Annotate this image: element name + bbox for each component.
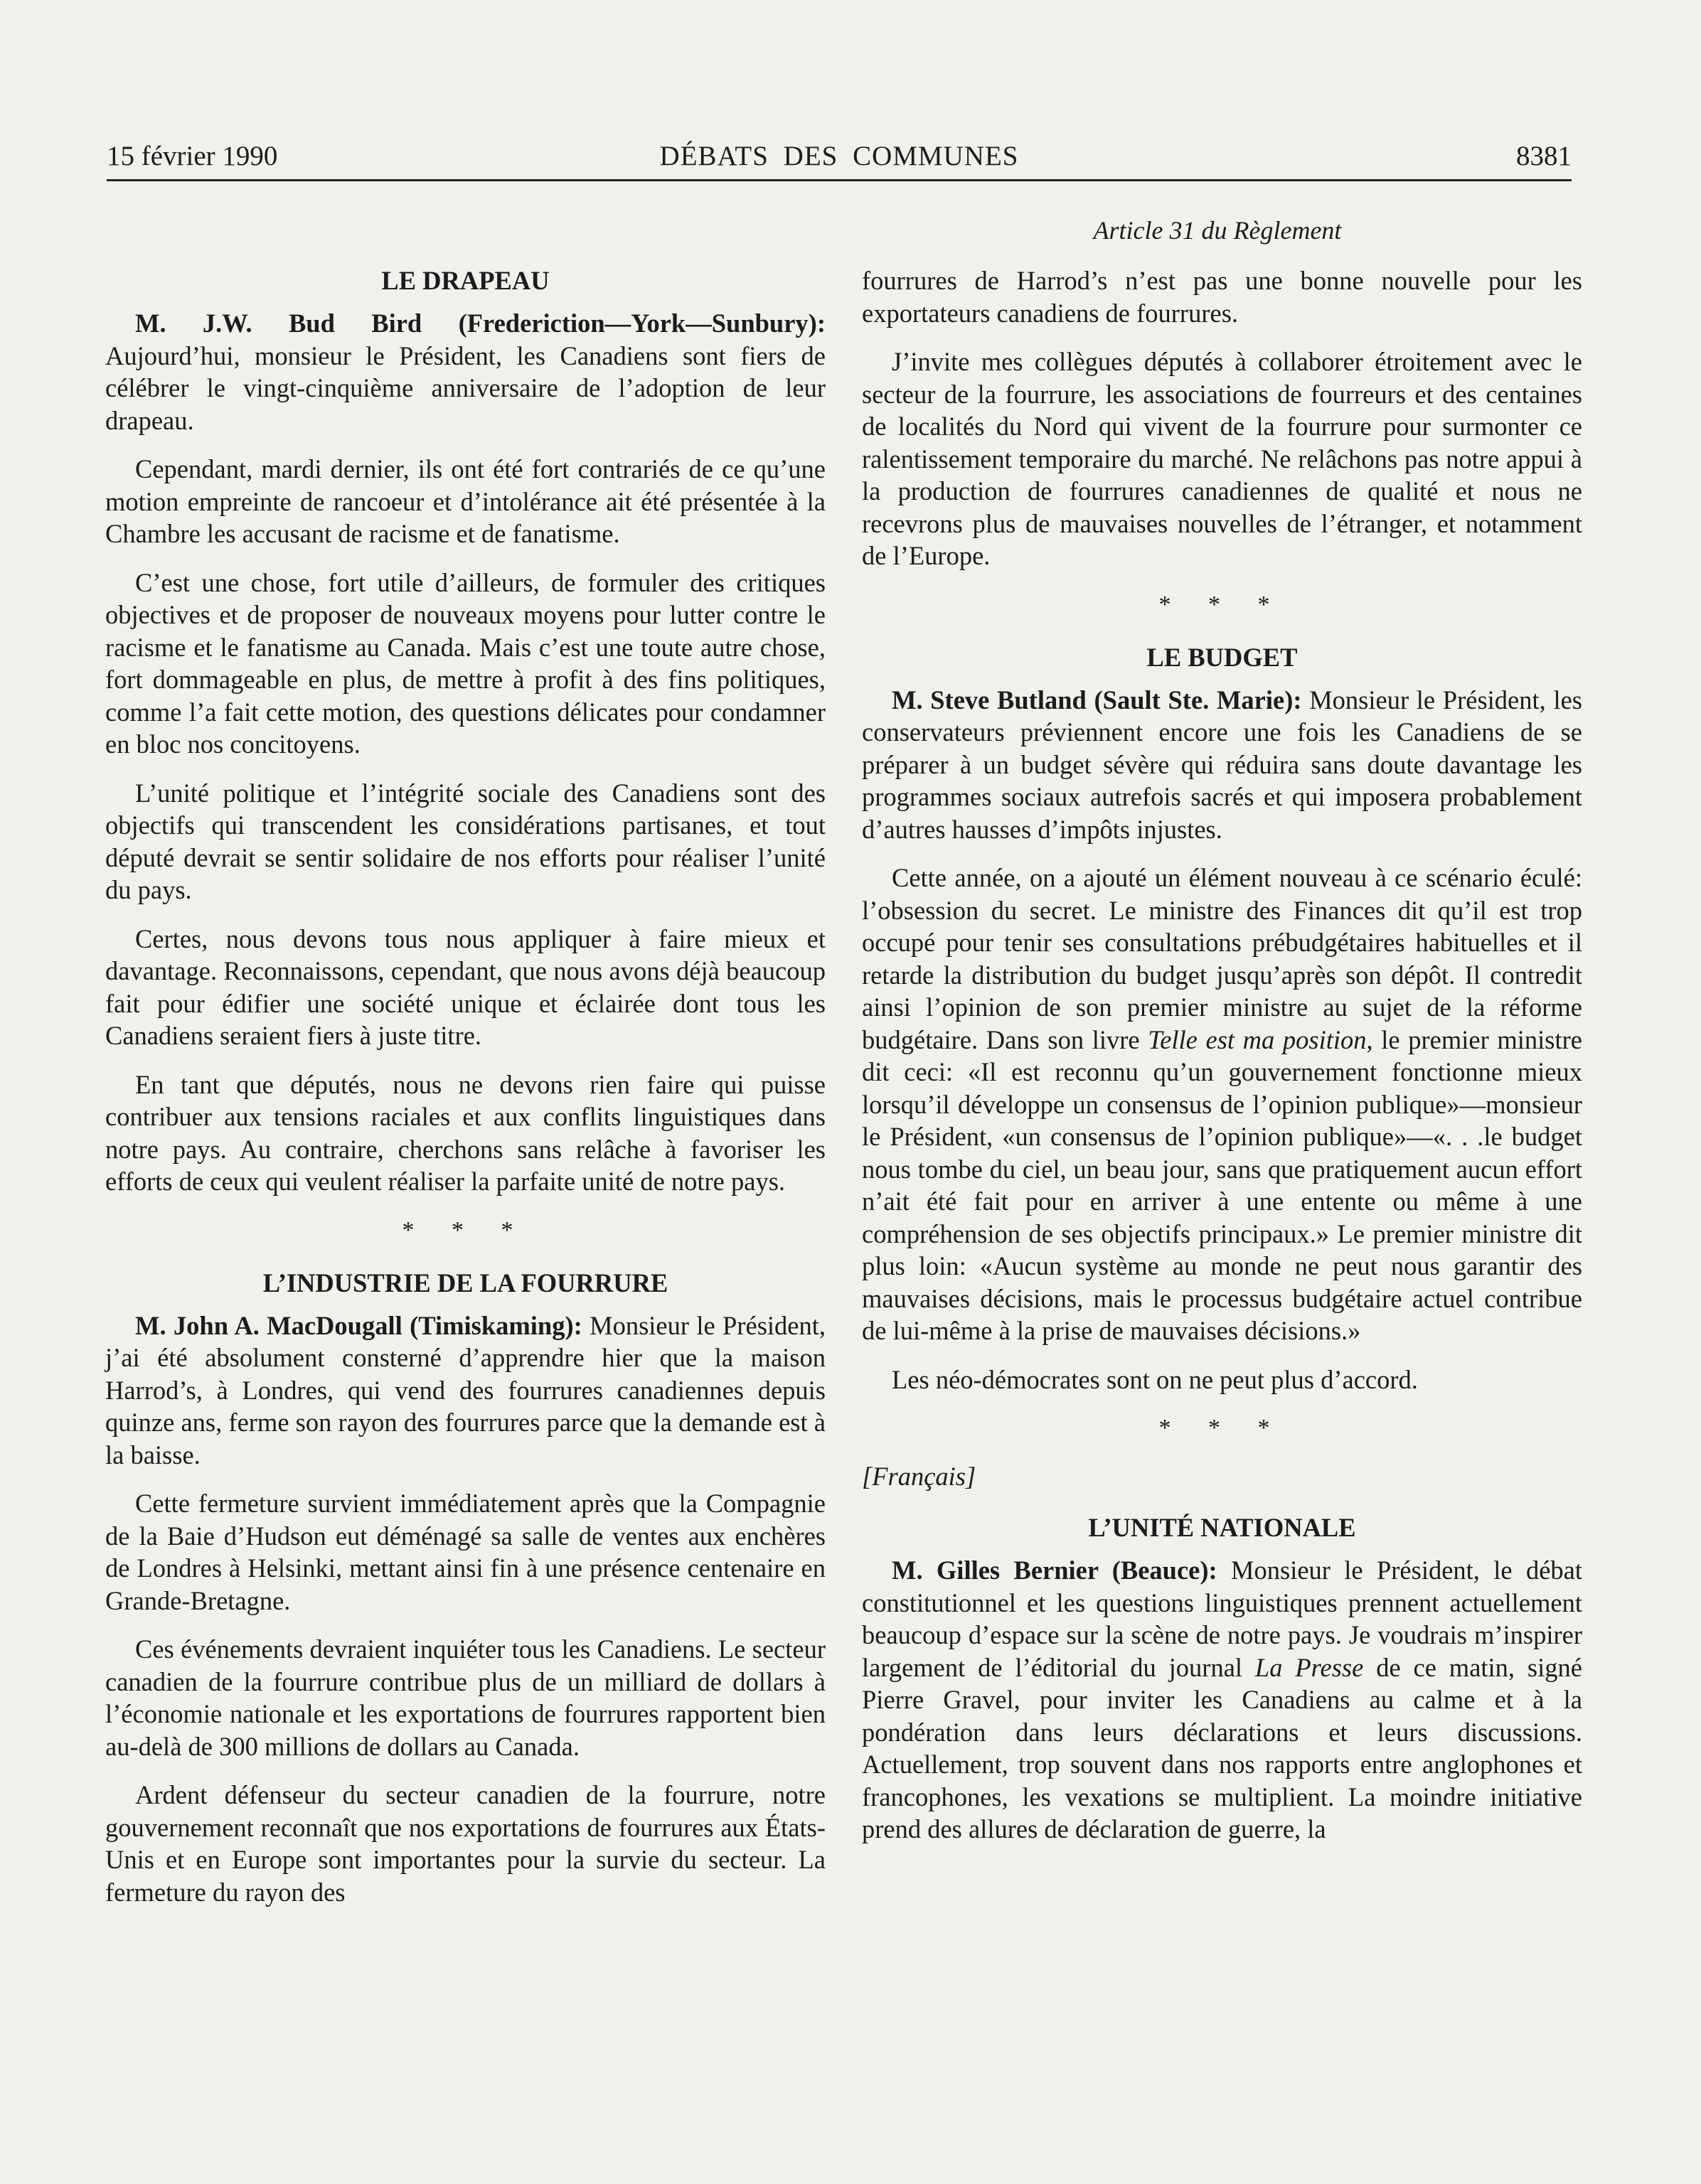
paragraph-text: de ce matin, signé Pierre Gravel, pour inviter les Canadiens au calme et à la pondération dans leurs déclarations et leurs discussions. Actuellement, trop souvent dans nos rapports entre anglophones et francophones, les vexations se multiplient. La moindre initiative prend des allures de déclaration de guerre, la bbox=[862, 1652, 1582, 1843]
standing-order-caption: Article 31 du Règlement bbox=[1093, 216, 1342, 245]
section-separator: * * * bbox=[1158, 1415, 1286, 1441]
paragraph: Cette fermeture survient immédiatement après que la Compagnie de la Baie d’Hudson eut déménagé sa salle de ventes aux enchères de Londres à Helsinki, mettant ainsi fin à une présence centenaire en Grande-Bretagne. bbox=[105, 1489, 826, 1615]
header-title: DÉBATS DES COMMUNES bbox=[659, 141, 1019, 171]
paragraph: Les néo-démocrates sont on ne peut plus d’accord. bbox=[892, 1364, 1418, 1394]
paragraph-text: Monsieur le Président, j’ai été absolument consterné d’apprendre hier que la maison Harrod’s, à Londres, qui vend des fourrures canadiennes depuis quinze ans, ferme son rayon des fourrures parce que la demande est à la baisse. bbox=[105, 1310, 826, 1470]
paragraph: L’unité politique et l’intégrité sociale des Canadiens sont des objectifs qui transcendent les considérations partisanes, et tout député devrait se sentir solidaire de nos efforts pour réaliser l’unité du pays. bbox=[105, 778, 826, 904]
paragraph: C’est une chose, fort utile d’ailleurs, de formuler des critiques objectives et de proposer de nouveaux moyens pour lutter contre le racisme et le fanatisme au Canada. Mais c’est une toute autre chose, fort dommageable en plus, de mettre à profit à des fins politiques, comme l’a fait cette motion, des questions délicates pour condamner en bloc nos concitoyens. bbox=[105, 567, 826, 759]
right-column bbox=[862, 264, 1582, 1862]
paragraph bbox=[862, 1554, 1582, 1846]
section-heading-fourrure: L’INDUSTRIE DE LA FOURRURE bbox=[262, 1268, 668, 1297]
speaker-name: M. John A. MacDougall (Timiskaming): bbox=[135, 1310, 582, 1340]
paragraph bbox=[862, 684, 1582, 846]
paragraph bbox=[105, 307, 826, 437]
book-title: Telle est ma position bbox=[1148, 1024, 1367, 1054]
page-header bbox=[107, 139, 1572, 181]
paragraph: Ces événements devraient inquiéter tous les Canadiens. Le secteur canadien de la fourrure contribue plus de un milliard de dollars à l’économie nationale et les exportations de fourrures rapportent bien au-delà de 300 millions de dollars au Canada. bbox=[105, 1634, 826, 1761]
paragraph-text: Monsieur le Président, les conservateurs préviennent encore une fois les Canadiens de se préparer à un budget sévère qui réduira sans doute davantage les programmes sociaux autrefois sacrés et qui imposera probablement d’autres hausses d’impôts injustes. bbox=[862, 685, 1582, 844]
page-number: 8381 bbox=[1516, 141, 1572, 171]
section-separator: * * * bbox=[402, 1216, 529, 1243]
paragraph-text: Aujourd’hui, monsieur le Président, les Canadiens sont fiers de célébrer le vingt-cinquième anniversaire de l’adoption de leur drapeau. bbox=[105, 341, 826, 435]
paragraph: J’invite mes collègues députés à collaborer étroitement avec le secteur de la fourrure, les associations de fourreurs et des centaines de localités du Nord qui vivent de la fourrure pour surmonter ce ralentissement temporaire du marché. Ne relâchons pas notre appui à la production de fourrures canadiennes de qualité et nous ne recevrons plus de mauvaises nouvelles de l’étranger, et notamment de l’Europe. bbox=[862, 347, 1582, 570]
paragraph: Certes, nous devons tous nous appliquer à faire mieux et davantage. Reconnaissons, cependant, que nous avons déjà beaucoup fait pour édifier une société unique et éclairée dont tous les Canadiens seraient fiers à juste titre. bbox=[105, 924, 826, 1050]
paragraph-text: Cette année, on a ajouté un élément nouveau à ce scénario éculé: l’obsession du secret. Le ministre des Finances dit qu’il est trop occupé pour tenir ses consultations prébudgétaires habituelles et il retarde la distribution du budget jusqu’après son dépôt. Il contredit ainsi l’opinion de son premier ministre au sujet de la réforme budgétaire. Dans son livre bbox=[862, 863, 1582, 1054]
paragraph-text: Monsieur le Président, le débat constitutionnel et les questions linguistiques prennent actuellement beaucoup d’espace sur la scène de notre pays. Je voudrais m’inspirer largement de l’éditorial du journal bbox=[862, 1556, 1582, 1682]
paragraph bbox=[105, 1310, 826, 1472]
speaker-name: M. Gilles Bernier (Beauce): bbox=[892, 1556, 1217, 1585]
section-separator: * * * bbox=[1158, 591, 1286, 618]
speaker-name: M. J.W. Bud Bird (Frederiction—York—Sunbury): bbox=[135, 309, 826, 338]
section-heading-drapeau: LE DRAPEAU bbox=[381, 266, 550, 295]
left-column bbox=[105, 264, 826, 1925]
paragraph-text: , le premier ministre dit ceci: «Il est reconnu qu’un gouvernement fonctionne mieux lorsqu’il développe un consensus de l’opinion publique»—monsieur le Président, «un consensus de l’opinion publique»—«. . .le budget nous tombe du ciel, un beau jour, sans que pratiquement aucun effort n’ait été fait pour en arriver à une entente ou même à une compréhension de ses objectifs principaux.» Le premier ministre dit plus loin: «Aucun système au monde ne peut nous garantir des mauvaises décisions, mais le processus budgétaire actuel contribue de lui-même à la prise de mauvaises décisions.» bbox=[862, 1024, 1582, 1345]
paragraph: Cependant, mardi dernier, ils ont été fort contrariés de ce qu’une motion empreinte de rancoeur et d’intolérance ait été présentée à la Chambre les accusant de racisme et de fanatisme. bbox=[105, 454, 826, 548]
section-heading-budget: LE BUDGET bbox=[1146, 642, 1298, 672]
language-marker-text: [Français] bbox=[862, 1462, 976, 1491]
language-marker bbox=[862, 1460, 1582, 1493]
paragraph-continued: fourrures de Harrod’s n’est pas une bonne nouvelle pour les exportateurs canadiens de fourrures. bbox=[862, 266, 1582, 328]
paragraph: En tant que députés, nous ne devons rien faire qui puisse contribuer aux tensions raciales et aux conflits linguistiques dans notre pays. Au contraire, cherchons sans relâche à favoriser les efforts de ceux qui veulent réaliser la parfaite unité de notre pays. bbox=[105, 1069, 826, 1196]
header-date: 15 février 1990 bbox=[107, 141, 278, 171]
paragraph: Ardent défenseur du secteur canadien de la fourrure, notre gouvernement reconnaît que nos exportations de fourrures aux États-Unis et en Europe sont importantes pour la survie du secteur. La fermeture du rayon des bbox=[105, 1780, 826, 1907]
newspaper-title: La Presse bbox=[1254, 1652, 1364, 1682]
section-heading-unite: L’UNITÉ NATIONALE bbox=[1088, 1513, 1356, 1542]
paragraph bbox=[862, 862, 1582, 1347]
speaker-name: M. Steve Butland (Sault Ste. Marie): bbox=[892, 685, 1302, 714]
